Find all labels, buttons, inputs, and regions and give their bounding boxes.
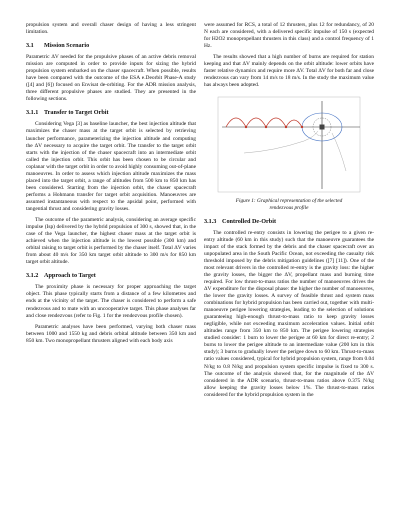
- section-title: Mission Scenario: [44, 42, 90, 50]
- waypoint-marker: [285, 126, 287, 128]
- deorbit-paragraph: The controlled re-entry consists in lowering the perigee to a given re-entry altitude (60 km in this study) such that the manoeuvre guarantees the impact of the stack formed by the debris and the chaser spacecraft over an unpopulated area in the South Pacific Ocean, not exceeding the casualty risk threshold imposed by the debris mitigation guidelines ([7] [11]). One of the most relevant drivers in the controlled re-entry is the gravity loss: the higher the gravity losses, the bigger the ΔV, propellant mass and burning time required. For low thrust-to-mass ratios the number of manoeuvres drives the ΔV expenditure for the disposal phase: the higher the number of manoeuvres, the lower the gravity losses. A survey of feasible thrust and system mass combinations for hybrid propulsion has been carried out, together with multi-manoeuvre perigee lowering strategies, leading to the selection of solutions guaranteeing high-enough thrust-to-mass ratio to keep gravity losses negligible, while not exceeding maximum acceleration values. Initial orbit altitudes range from 350 km to 850 km. The perigee lowering strategies studied consider: 1 burn to lower the perigee at 60 km for direct re-entry; 2 burns to lower the perigee altitude to an intermediate value (200 km in this study); 3 burns to gradually lower the perigee down to 60 km. Thrust-to-mass ratio values considered, typical for hybrid propulsion system, range from 0.04 N/kg to 0.8 N/kg and propulsion system specific impulse is fixed to 300 s. The outcome of the analysis showed that, for the magnitude of the ΔV considered in the ADR scenario, thrust-to-mass ratios above 0.375 N/kg allow keeping the gravity losses below 1%. The thrust-to-mass ratios considered for the hybrid propulsion system in the: [204, 229, 374, 398]
- waypoint-marker: [245, 126, 247, 128]
- figure-caption-line: rendezvous profile: [269, 205, 309, 212]
- section-heading-3-1: [26, 42, 196, 49]
- figure-caption-line: Figure 1: Graphical representation of the selected: [235, 198, 343, 205]
- approach-paragraph-1: The proximity phase is necessary for proper approaching the target object. This phase typically starts from a distance of a few kilometres and ends at the vicinity of the target. The chaser is considered to perform a safe rendezvous and to mate with an uncooperative target. This phase analyses far and close rendezvous (refer to Fig. 1 for the rendezvous profile chosen).: [26, 284, 196, 319]
- section-heading-3-1-1: [26, 109, 196, 116]
- section-title: Transfer to Target Orbit: [44, 109, 109, 117]
- hop-trajectory: [226, 118, 302, 127]
- results-paragraph: The results showed that a high number of burns are required for station keeping and that ΔV mainly depends on the orbit altitude: lower orbits have faster relative dynamics and require more ΔV. Total ΔV for both far and close rendezvous can vary from 14 m/s to 18 m/s. In the study the maximum value has always been adopted.: [204, 54, 374, 89]
- rcs-paragraph: were assumed for RCS, a total of 12 thrusters, plus 12 for redundancy, of 20 N each are considered, with a delivered specific impulse of 150 s (expected for H2O2 monopropellant thrusters in this class) and a control frequency of 1 Hz.: [204, 22, 374, 50]
- waypoint-marker: [265, 126, 267, 128]
- waypoint-marker: [301, 126, 303, 128]
- section-number: 3.1.3: [204, 217, 217, 225]
- transfer-paragraph-2: The outcome of the parametric analysis, considering an average specific impulse (Isp) delivered by the hybrid propulsion of 300 s, showed that, in the case of the Vega launcher, the highest chaser mass at the target orbit is achieved when the injection altitude is the lowest possible (300 km) and orbital raising to target orbit is performed by the chaser itself. Total ΔV varies from about 40 m/s for 350 km target orbit altitude to 300 m/s for 850 km target orbit altitude.: [26, 217, 196, 266]
- section-number: 3.1.2: [26, 272, 39, 280]
- rendezvous-profile-figure: [214, 93, 364, 196]
- left-column: [26, 22, 196, 349]
- right-column: [204, 22, 374, 403]
- transfer-paragraph-1: Considering Vega [3] as baseline launcher, the best injection altitude that maximizes the chaser mass at the target orbit is selected by retrieving launcher performance, parameterizing the injection altitude and computing the ΔV necessary to acquire the target orbit. The transfer to the target orbit starts with the injection of the chaser spacecraft into an intermediate orbit called the injection orbit. This orbit has been chosen to be circular and coplanar with the target orbit in order to avoid highly consuming out-of-plane manoeuvres. In order to assess which injection altitude maximizes the mass placed into the target orbit, a range of altitudes from 500 km to 850 km has been considered. Starting from the injection orbit, the chaser spacecraft performs a Hohmann transfer for target orbit acquisition. Manoeuvres are assumed instantaneous with respect to the apsidal point, performed with tangential thrust and considering gravity losses.: [26, 121, 196, 212]
- section-number: 3.1: [26, 42, 34, 50]
- section-heading-3-1-3: [204, 218, 374, 225]
- figure-caption: [204, 198, 374, 211]
- section-number: 3.1.1: [26, 109, 39, 117]
- section-title: Controlled De-Orbit: [222, 217, 277, 225]
- approach-paragraph-2: Parametric analyses have been performed, varying both chaser mass between 1000 and 1550 kg and debris orbital altitude between 350 km and 850 km. Two monopropellant thrusters aligned with each body axis: [26, 323, 196, 344]
- section-title: Approach to Target: [44, 272, 96, 280]
- mission-scenario-paragraph: Parametric ΔV needed for the propulsive phases of an active debris removal mission are computed in order to provide inputs for sizing the hybrid propulsion system embarked on the chaser spacecraft. When possible, results have been compared with the outcome of the ESA e.Deorbit Phase-A study ([4] and [6]) focused on Envisat de-orbiting. For the ADR mission analysis, three different propulsive phases are studied. They are presented in the following sections.: [26, 54, 196, 103]
- rendezvous-profile-diagram: [214, 93, 364, 196]
- target-marker: [320, 125, 325, 130]
- section-heading-3-1-2: [26, 272, 196, 279]
- figure-frame: [218, 97, 360, 192]
- intro-paragraph: propulsion system and overall chaser design of having a less stringent limitation.: [26, 22, 196, 36]
- trajectory-trace: [244, 131, 318, 153]
- trajectory-trace: [332, 133, 346, 171]
